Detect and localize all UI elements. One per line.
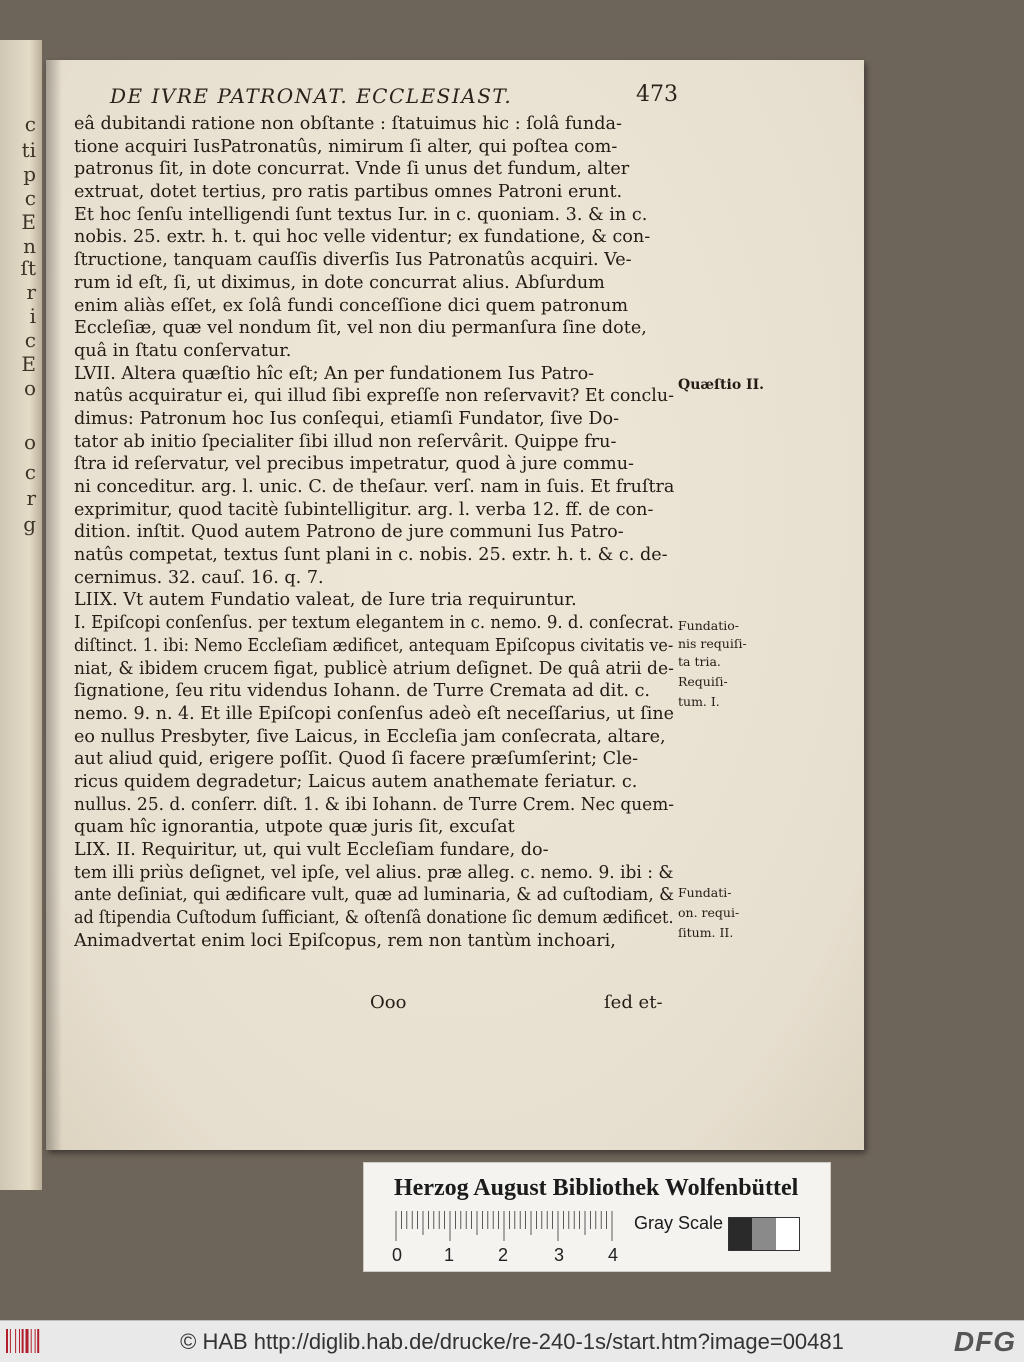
left-page-char: c — [24, 186, 36, 210]
text-line: ſtra id reſervatur, vel precibus impetratur, quod à jure commu- — [74, 454, 634, 475]
gray-swatch-mid — [752, 1218, 775, 1250]
left-page-char: n — [23, 234, 36, 258]
ruler-scale — [394, 1211, 614, 1241]
gutter-shadow — [46, 60, 62, 1150]
text-line: aut aliud quid, erigere poſſit. Quod ſi facere præſumſerint; Cle- — [74, 749, 639, 770]
text-line: ni conceditur. arg. l. unic. C. de theſaur. verſ. nam in ſuis. Et fruſtra — [74, 477, 675, 497]
text-line: diſtinct. 1. ibi: Nemo Eccleſiam ædificet, antequam Epiſcopus civitatis ve- — [74, 635, 674, 656]
margin-note: nis requiſi- — [678, 636, 747, 651]
left-page-char: r — [26, 486, 36, 510]
left-page-char: E — [21, 210, 36, 234]
text-line: tione acquiri IusPatronatûs, nimirum ſi alter, qui poſtea com- — [74, 136, 618, 157]
viewer-footer — [0, 1320, 1024, 1362]
left-page-char: c — [24, 328, 36, 352]
text-line: niat, & ibidem crucem figat, publicè atrium deſignet. De quâ atrii de- — [74, 658, 674, 679]
left-page-char: o — [23, 430, 36, 454]
margin-note: Fundatio- — [678, 618, 739, 633]
left-page-char: c — [24, 460, 36, 484]
text-line: cernimus. 32. cauſ. 16. q. 7. — [74, 567, 324, 588]
text-line: LIIX. Vt autem Fundatio valeat, de Iure tria requiruntur. — [74, 590, 577, 611]
text-line: Animadvertat enim loci Epiſcopus, rem non tantùm inchoari, — [74, 930, 616, 951]
text-line: I. Epiſcopi conſenſus. per textum elegantem in c. nemo. 9. d. conſecrat. — [74, 613, 674, 634]
text-line: Eccleſiæ, quæ vel nondum ſit, vel non diu permanſura ſine dote, — [74, 318, 647, 339]
margin-note: Quæſtio II. — [678, 377, 765, 393]
scale-label: 3 — [554, 1245, 565, 1265]
text-line: ante deſiniat, qui ædificare vult, quæ ad luminaria, & ad cuſtodiam, & — [74, 885, 675, 906]
signature-mark: Ooo — [370, 992, 407, 1013]
text-line: ſignatione, ſeu ritu videndus Iohann. de Turre Cremata ad dit. c. — [74, 681, 651, 702]
text-line: quâ in ſtatu conſervatur. — [74, 340, 292, 361]
text-line: patronus ſit, in dote concurrat. Vnde ſi unus det fundum, alter — [74, 159, 630, 180]
text-line: tem illi priùs deſignet, vel ipſe, vel alius. præ alleg. c. nemo. 9. ibi : & — [74, 862, 674, 883]
margin-note: ſitum. II. — [678, 925, 734, 940]
text-line: natûs competat, textus ſunt plani in c. nobis. 25. extr. h. t. & c. de- — [74, 545, 668, 566]
left-page-char: ti — [21, 138, 36, 162]
text-line: dimus: Patronum hoc Ius conſequi, etiamſi Fundator, ſive Do- — [74, 408, 620, 429]
left-page-char: g — [23, 512, 36, 536]
text-line: rum id eſt, ſi, ut diximus, in dote concurrat alius. Abſurdum — [74, 272, 605, 293]
scale-label: 1 — [444, 1245, 455, 1265]
scale-label: 0 — [392, 1245, 403, 1265]
text-line: ſtructione, tanquam cauſſis diverſis Ius Patronatûs acquiri. Ve- — [74, 250, 632, 271]
left-page-char: ſt — [20, 256, 36, 280]
catchword: ſed et- — [604, 992, 663, 1013]
text-line: eâ dubitandi ratione non obſtante : ſtatuimus hic : ſolâ funda- — [74, 114, 622, 134]
left-page-char: c — [24, 112, 36, 136]
text-line: nobis. 25. extr. h. t. qui hoc velle videntur; ex fundatione, & con- — [74, 227, 651, 248]
plate-title: Herzog August Bibliothek Wolfenbüttel — [394, 1175, 799, 1201]
margin-note: Requiſi- — [678, 674, 728, 689]
copyright-url[interactable]: © HAB http://diglib.hab.de/drucke/re-240-1s/start.htm?image=00481 — [180, 1329, 844, 1354]
left-page-char: p — [23, 162, 36, 186]
margin-note: ta tria. — [678, 654, 721, 669]
left-page-char: E — [21, 352, 36, 376]
text-line: ricus quidem degradetur; Laicus autem anathemate feriatur. c. — [74, 771, 638, 792]
text-line: extruat, dotet tertius, pro ratis partibus omnes Patroni erunt. — [74, 182, 623, 203]
library-color-plate — [363, 1162, 831, 1272]
running-head: DE IVRE PATRONAT. ECCLESIAST. — [110, 84, 513, 108]
margin-note: tum. I. — [678, 694, 720, 709]
left-page-char: o — [23, 376, 36, 400]
text-line: enim aliàs eſſet, ex ſolâ fundi conceſſione dici quem patronum — [74, 295, 629, 316]
text-line: exprimitur, quod tacitè ſubintelligitur. arg. l. verba 12. ff. de con- — [74, 499, 654, 520]
margin-note: on. requi- — [678, 905, 740, 920]
text-line: quam hîc ignorantia, utpote quæ juris ſit, excuſat — [74, 817, 515, 838]
page-number: 473 — [636, 82, 678, 107]
gray-swatch-light — [776, 1218, 799, 1250]
margin-note: Fundati- — [678, 885, 732, 900]
text-line: natûs acquiratur ei, qui illud ſibi expreſſe non reſervavit? Et conclu- — [74, 386, 674, 407]
adjacent-page-edge — [0, 40, 42, 1190]
scale-label: 2 — [498, 1245, 509, 1265]
text-line: nullus. 25. d. conſerr. diſt. 1. & ibi Iohann. de Turre Crem. Nec quem- — [74, 794, 675, 815]
body-text — [74, 113, 674, 952]
text-line: LVII. Altera quæſtio hîc eſt; An per fundationem Ius Patro- — [74, 363, 595, 384]
gray-scale-label: Gray Scale — [634, 1213, 724, 1233]
left-page-char: r — [26, 280, 36, 304]
text-line: LIX. II. Requiritur, ut, qui vult Eccleſiam fundare, do- — [74, 840, 549, 860]
text-line: tator ab initio ſpecialiter ſibi illud non reſervârit. Quippe fru- — [74, 431, 617, 452]
gray-scale-swatch — [728, 1217, 800, 1251]
text-line: eo nullus Presbyter, ſive Laicus, in Eccleſia jam conſecrata, altare, — [74, 726, 666, 747]
text-line: nemo. 9. n. 4. Et ille Epiſcopi conſenſus adeò eſt neceſſarius, ut ſine — [74, 703, 674, 724]
text-line: dition. inſtit. Quod autem Patrono de jure communi Ius Patro- — [74, 522, 624, 543]
left-page-char: i — [29, 304, 36, 328]
scale-label: 4 — [608, 1245, 619, 1265]
gray-swatch-dark — [729, 1218, 752, 1250]
dfg-logo: DFG — [953, 1326, 1016, 1357]
text-line: ad ſtipendia Cuſtodum ſufficiant, & oſtenſâ donatione ſic demum ædificet. — [74, 908, 674, 929]
text-line: Et hoc ſenſu intelligendi ſunt textus Iur. in c. quoniam. 3. & in c. — [74, 204, 648, 225]
